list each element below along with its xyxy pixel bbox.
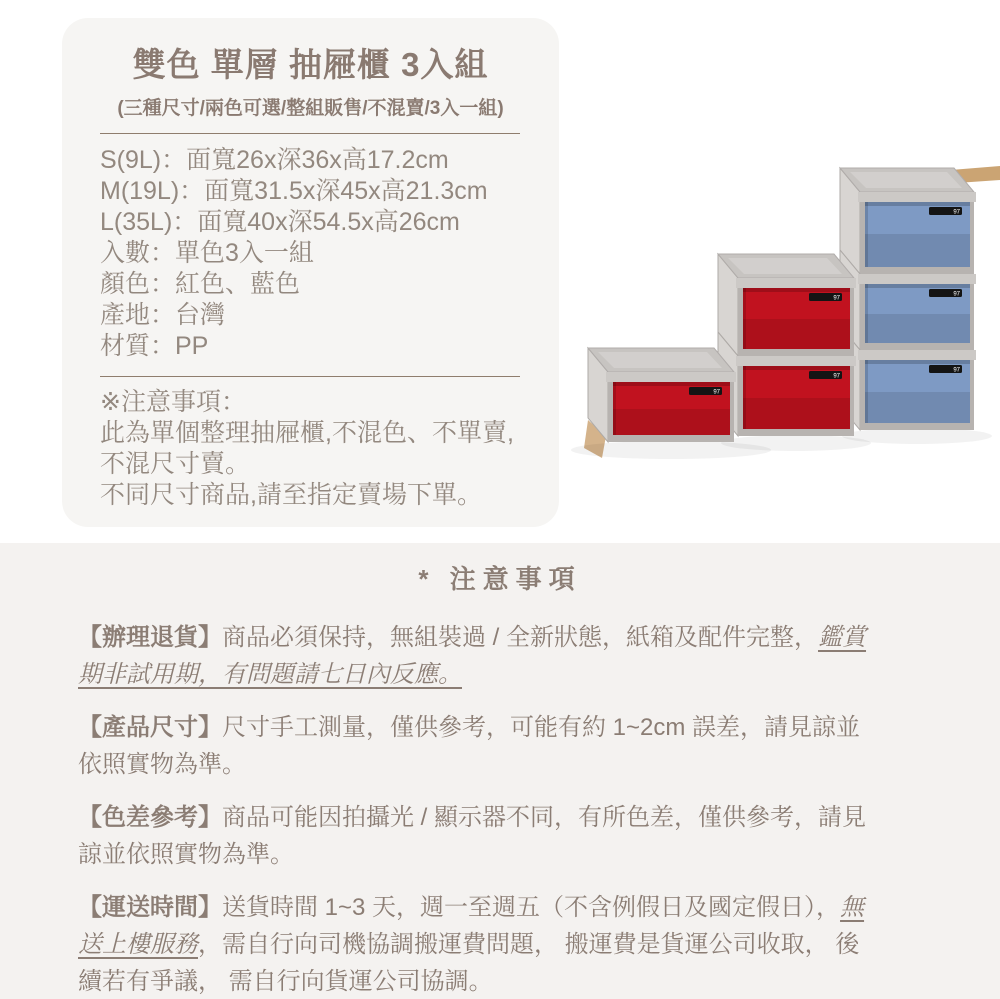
spec-quantity: 入數：單色3入一組 xyxy=(100,239,314,267)
spec-size-m: M(19L)：面寬31.5x深45x高21.3cm xyxy=(100,177,488,205)
notice-paragraph-color-difference: 【色差參考】商品可能因拍攝光 / 顯示器不同，有所色差，僅供參考，請見 諒並依照實物為準。 xyxy=(78,804,867,868)
spec-material: 材質：PP xyxy=(100,332,209,360)
box-blue-top xyxy=(840,168,976,274)
handle-logo: 97 xyxy=(953,209,960,216)
panel-note-line: 不混尺寸賣。 xyxy=(100,450,251,478)
underlined-text: 無 xyxy=(840,894,865,921)
underlined-text: 鑑賞 xyxy=(818,624,867,651)
floor-shadow xyxy=(842,428,992,444)
panel-notes xyxy=(100,387,559,511)
panel-note-line: 不同尺寸商品,請至指定賣場下單。 xyxy=(100,481,482,509)
notice-section xyxy=(0,543,1000,999)
spec-colors: 顏色：紅色、藍色 xyxy=(100,270,301,298)
handle-logo: 97 xyxy=(953,291,960,298)
notice-paragraph-shipping: 【運送時間】送貨時間 1~3 天，週一至週五（不含例假日及國定假日），無 送上樓服務，需自行向司機協調搬運費問題， 搬運費是貨運公司收取， 後 續若有爭議， 需自行向貨運公司協調。 xyxy=(78,894,865,995)
paragraph-label: 【色差參考】 xyxy=(78,804,222,831)
product-subtitle: (三種尺寸/兩色可選/整組販售/不混賣/3入一組) xyxy=(117,98,504,119)
drawer-boxes-illustration xyxy=(560,158,1000,478)
box-red-left xyxy=(588,348,736,442)
product-title: 雙色 單層 抽屜櫃 3入組 xyxy=(132,46,489,83)
underlined-text: 期非試用期，有問題請七日內反應。 xyxy=(78,661,462,688)
paragraph-label: 【辦理退貨】 xyxy=(78,624,222,651)
notice-title: * 注意事項 xyxy=(418,564,582,594)
notice-paragraph-dimensions: 【產品尺寸】尺寸手工測量，僅供參考，可能有約 1~2cm 誤差，請見諒並 依照實物為準。 xyxy=(78,714,861,778)
panel-note-heading: ※注意事項： xyxy=(100,388,246,416)
spec-origin: 產地：台灣 xyxy=(100,301,226,329)
spec-size-s: S(9L)：面寬26x深36x高17.2cm xyxy=(100,146,449,174)
separator-top xyxy=(100,133,520,134)
handle-logo: 97 xyxy=(953,367,960,374)
spec-size-l: L(35L)：面寬40x深54.5x高26cm xyxy=(100,208,460,236)
handle-logo: 97 xyxy=(713,389,720,396)
notice-paragraph-returns: 【辦理退貨】商品必須保持，無組裝過 / 全新狀態，紙箱及配件完整，鑑賞 期非試用期，有問題請七日內反應。 xyxy=(78,624,867,688)
notice-body xyxy=(78,619,940,999)
product-photo xyxy=(560,158,1000,478)
handle-logo: 97 xyxy=(833,295,840,302)
underlined-text: 送上樓服務 xyxy=(78,931,198,958)
spec-list xyxy=(100,145,559,362)
box-red-middle-top xyxy=(718,254,856,356)
spec-panel xyxy=(62,18,559,527)
panel-note-line: 此為單個整理抽屜櫃,不混色、不單賣, xyxy=(100,419,514,447)
paragraph-label: 【產品尺寸】 xyxy=(78,714,222,741)
separator-bottom xyxy=(100,376,520,377)
paragraph-label: 【運送時間】 xyxy=(78,894,222,921)
handle-logo: 97 xyxy=(833,373,840,380)
